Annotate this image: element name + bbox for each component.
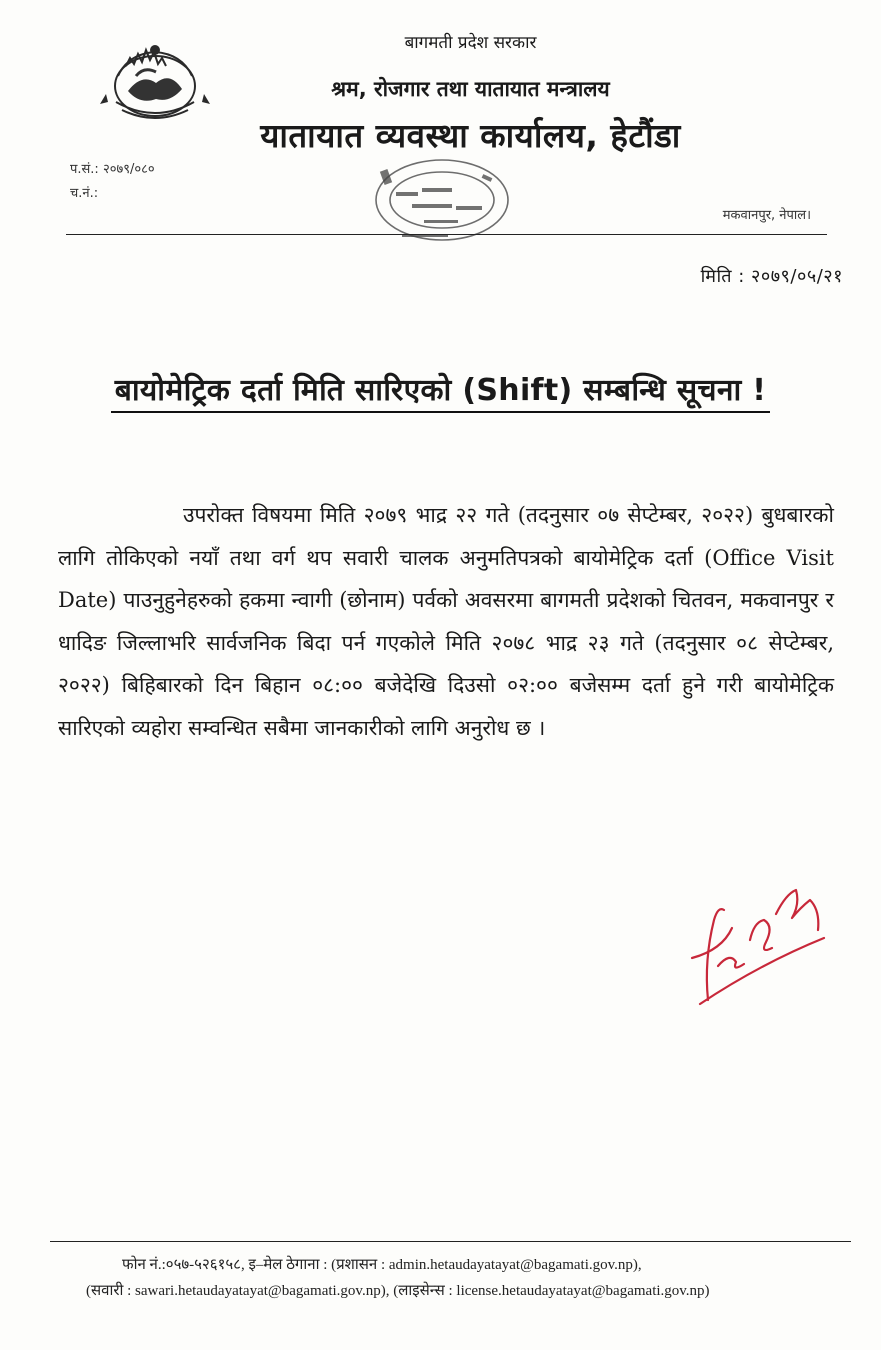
notice-date: मिति : २०७९/०५/२१ xyxy=(700,266,843,287)
ministry-name: श्रम, रोजगार तथा यातायात मन्त्रालय xyxy=(331,77,610,101)
office-name: यातायात व्यवस्था कार्यालय, हेटौंडा xyxy=(260,116,681,155)
notice-body: उपरोक्त विषयमा मिति २०७९ भाद्र २२ गते (तदनुसार ०७ सेप्टेम्बर, २०२२) बुधबारको लागि तोकिएको नयाँ तथा वर्ग थप सवारी चालक अनुमतिपत्रको बायोमेट्रिक दर्ता (Office Visit Date) पाउनुहुनेहरुको हकमा न्वागी (छोनाम) पर्वको अवसरमा बागमती प्रदेशको चितवन, मकवानपुर र धादिङ जिल्लाभरि सार्वजनिक बिदा पर्न गएकोले मिति २०७८ भाद्र २३ गते (तदनुसार ०८ सेप्टेम्बर, २०२२) बिहिबारको दिन बिहान ०८:०० बजेदेखि दिउसो ०२:०० बजेसम्म दर्ता हुने गरी बायोमेट्रिक सारिएको व्यहोरा सम्वन्धित सबैमा जानकारीको लागि अनुरोध छ । xyxy=(58,503,834,740)
notice-body-container xyxy=(58,494,834,749)
office-address: मकवानपुर, नेपाल। xyxy=(722,208,811,223)
government-name: बागमती प्रदेश सरकार xyxy=(404,33,537,53)
notice-title: बायोमेट्रिक दर्ता मिति सारिएको (Shift) सम्बन्धि सूचना ! xyxy=(111,368,771,413)
footer-contact xyxy=(0,1252,881,1304)
signature xyxy=(678,880,838,1020)
footer-phone-email-line: फोन नं.:०५७-५२६१५८, इ–मेल ठेगाना : (प्रशासन : admin.hetaudayatayat@bagamati.gov.np), xyxy=(122,1257,642,1273)
footer-email-line: (सवारी : sawari.hetaudayatayat@bagamati.gov.np), (लाइसेन्स : license.hetaudayatayat@bagamati.gov.np) xyxy=(86,1283,710,1299)
dispatch-number: च.नं.: xyxy=(70,186,99,201)
reference-number: प.सं.: २०७९/०८० xyxy=(70,162,155,177)
office-stamp xyxy=(362,150,522,250)
reference-block xyxy=(70,158,155,206)
header-divider xyxy=(66,234,827,235)
footer-divider xyxy=(50,1241,851,1242)
